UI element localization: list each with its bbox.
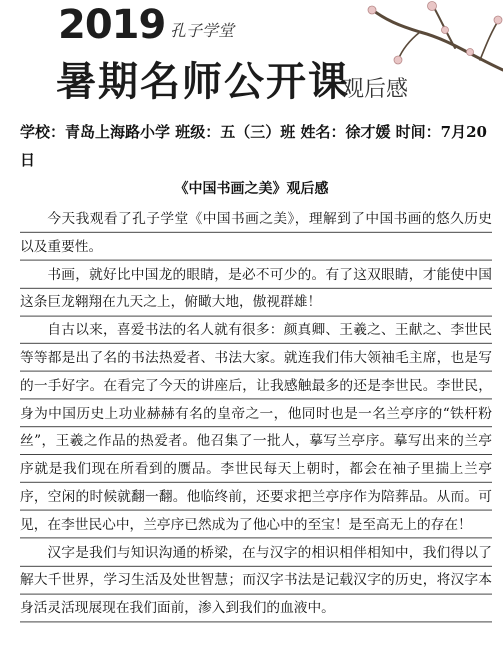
paragraph: 汉字是我们与知识沟通的桥梁，在与汉字的相识相伴相知中，我们得以了解大千世界，学习生活及处世智慧；而汉字书法是记载汉字的历史，将汉字本身活灵活现展现在我们面前，渗入到我们的血液中。 (20, 540, 492, 623)
banner-brand: 孔子学堂 (170, 21, 235, 40)
student-info: 学校：青岛上海路小学 班级：五（三）班 姓名：徐才媛 时间：7月20日 (20, 123, 487, 169)
document-title: 《中国书画之美》观后感 (174, 181, 329, 197)
paragraph: 今天我观看了孔子学堂《中国书画之美》，理解到了中国书画的悠久历史以及重要性。 (20, 206, 492, 262)
document-body (20, 206, 492, 623)
banner (0, 0, 503, 110)
paragraph: 书画，就好比中国龙的眼睛，是必不可少的。有了这双眼睛，才能使中国这条巨龙翱翔在九天之上，俯瞰大地，傲视群雄！ (20, 262, 492, 318)
banner-sub-title: 观后感 (342, 77, 409, 102)
banner-main-title: 暑期名师公开课 (56, 58, 350, 105)
paragraph: 自古以来，喜爱书法的名人就有很多：颜真卿、王羲之、王献之、李世民等等都是出了名的书法热爱者、书法大家。就连我们伟大领袖毛主席，也是写的一手好字。在看完了今天的讲座后，让我感触最多的还是李世民。李世民，身为中国历史上功业赫赫有名的皇帝之一，他同时也是一名兰亭序的“铁杆粉丝”，王羲之作品的热爱者。他召集了一批人，摹写兰亭序。摹写出来的兰亭序就是我们现在所看到的赝品。李世民每天上朝时，都会在袖子里揣上兰亭序，空闲的时候就翻一翻。他临终前，还要求把兰亭序作为陪葬品。从而。可见，在李世民心中，兰亭序已然成为了他心中的至宝！是至高无上的存在！ (20, 317, 492, 539)
banner-year: 2019 (58, 2, 166, 48)
